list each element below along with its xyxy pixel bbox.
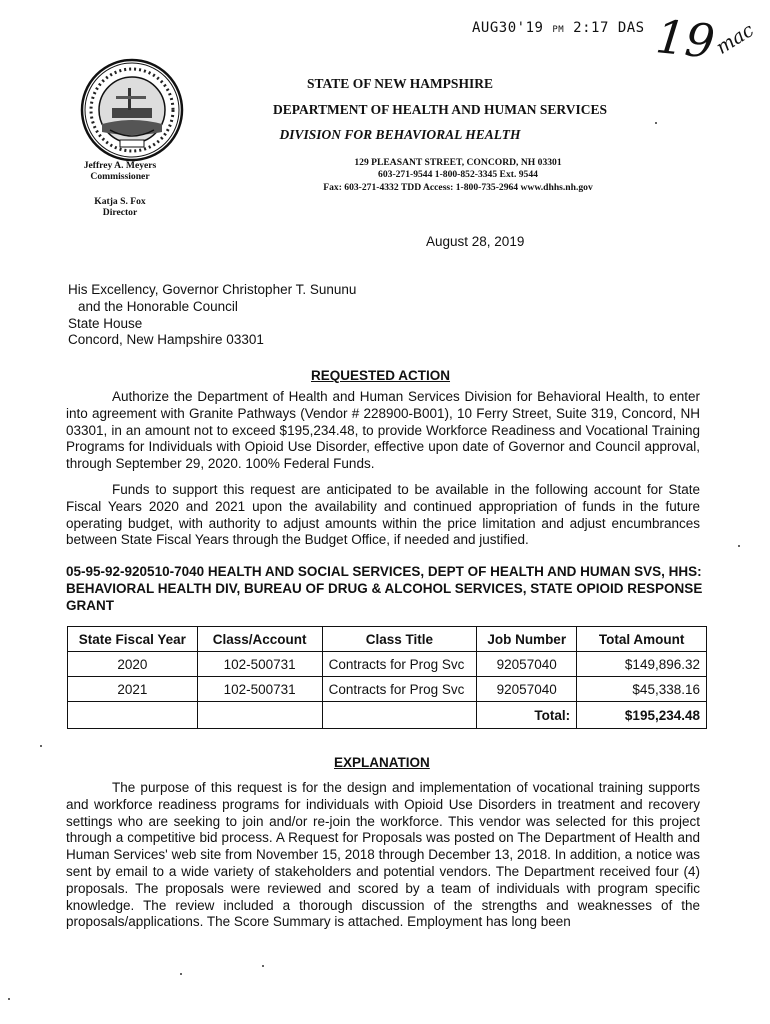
recipient-line-1: His Excellency, Governor Christopher T. Sununu — [68, 282, 357, 297]
table-cell: 92057040 — [477, 677, 577, 702]
scan-speck — [180, 973, 182, 975]
recipient-address — [68, 282, 356, 349]
table-cell: 2020 — [68, 652, 198, 677]
table-header-row — [68, 627, 707, 652]
table-cell: Contracts for Prog Svc — [322, 677, 477, 702]
table-cell: 102-500731 — [197, 677, 322, 702]
director-block — [40, 196, 200, 218]
handwritten-number: 19 — [653, 9, 718, 69]
requested-action-heading: REQUESTED ACTION — [311, 368, 451, 383]
table-cell: $45,338.16 — [577, 677, 707, 702]
funding-paragraph: Funds to support this request are anticipated to be available in the following account for State Fiscal Years 2020 and 2021 upon the availability and continued appropriation of funds in the future operating budget, with authority to adjust amounts within the price limitation and adjust encumbrances between State Fiscal Years through the Budget Office, if needed and justified. — [66, 482, 700, 548]
account-line: 05-95-92-920510-7040 HEALTH AND SOCIAL SERVICES, DEPT OF HEALTH AND HUMAN SVS, HHS: BEHAVIORAL HEALTH DIV, BUREAU OF DRUG & ALCOHOL SERVICES, STATE OPIOID RESPONSE GRANT — [66, 564, 703, 613]
letterhead-department: DEPARTMENT OF HEALTH AND HUMAN SERVICES — [273, 102, 607, 117]
commissioner-title: Commissioner — [90, 171, 150, 182]
requested-action-paragraph: Authorize the Department of Health and Human Services Division for Behavioral Health, to enter into agreement with Granite Pathways (Vendor # 228900-B001), 10 Ferry Street, Suite 319, Concord, NH 03301, in an amount not to exceed $195,234.48, to provide Workforce Readiness and Vocational Training Programs for Individuals with Opioid Use Disorder, effective upon date of Governor and Council approval, through September 29, 2020. 100% Federal Funds. — [66, 389, 700, 472]
table-cell: $149,896.32 — [577, 652, 707, 677]
letterhead-division: DIVISION FOR BEHAVIORAL HEALTH — [279, 127, 521, 142]
recipient-line-3: State House — [68, 315, 143, 331]
scan-speck — [262, 965, 264, 967]
handwritten-initials: mac — [712, 19, 758, 59]
explanation-paragraph: The purpose of this request is for the design and implementation of vocational training supports and workforce readiness programs for individuals with Opioid Use Disorders in treatment and recovery settings who are seeking to join and/or re-join the workforce. This vendor was selected for this project through a competitive bid process. A Request for Proposals was posted on The Department of Health and Human Services' web site from November 15, 2018 through December 13, 2018. In addition, a notice was sent by email to a wide variety of stakeholders and potential vendors. The Department received four (4) proposals. The proposals were reviewed and scored by a team of individuals with program specific knowledge. The review included a thorough discussion of the strengths and weaknesses of the proposals/applications. The Score Summary is attached. Employment has long been — [66, 780, 700, 930]
received-stamp — [472, 20, 645, 36]
scan-speck — [40, 745, 42, 747]
recipient-line-2: and the Honorable Council — [78, 298, 238, 314]
director-title: Director — [102, 207, 138, 218]
column-header: State Fiscal Year — [68, 627, 198, 652]
letterhead-fax: Fax: 603-271-4332 TDD Access: 1-800-735-2964 www.dhhs.nh.gov — [323, 182, 593, 193]
letterhead-address: 129 PLEASANT STREET, CONCORD, NH 03301 — [354, 157, 562, 168]
stamp-ampm: PM — [552, 25, 565, 35]
column-header: Class Title — [322, 627, 477, 652]
funding-table — [67, 626, 707, 729]
table-cell-empty — [197, 702, 322, 729]
table-cell-empty — [68, 702, 198, 729]
scan-speck — [655, 122, 657, 124]
table-row — [68, 677, 707, 702]
stamp-date: AUG30'19 — [472, 20, 544, 36]
recipient-line-4: Concord, New Hampshire 03301 — [68, 332, 264, 348]
letterhead-state: STATE OF NEW HAMPSHIRE — [307, 76, 493, 91]
table-cell: Contracts for Prog Svc — [322, 652, 477, 677]
column-header: Class/Account — [197, 627, 322, 652]
total-value: $195,234.48 — [577, 702, 707, 729]
stamp-initials: DAS — [617, 20, 645, 36]
letterhead-phones: 603-271-9544 1-800-852-3345 Ext. 9544 — [378, 169, 538, 180]
table-total-row — [68, 702, 707, 729]
director-name: Katja S. Fox — [94, 196, 146, 207]
scan-speck — [738, 545, 740, 547]
stamp-time: 2:17 — [573, 20, 609, 36]
column-header: Total Amount — [577, 627, 707, 652]
table-cell: 2021 — [68, 677, 198, 702]
state-seal-icon — [80, 58, 184, 162]
scan-speck — [8, 998, 10, 1000]
letter-date: August 28, 2019 — [426, 234, 525, 249]
total-label: Total: — [477, 702, 577, 729]
column-header: Job Number — [477, 627, 577, 652]
explanation-heading: EXPLANATION — [334, 755, 430, 770]
table-cell: 92057040 — [477, 652, 577, 677]
table-row — [68, 652, 707, 677]
table-cell: 102-500731 — [197, 652, 322, 677]
table-cell-empty — [322, 702, 477, 729]
commissioner-block — [40, 160, 200, 182]
commissioner-name: Jeffrey A. Meyers — [83, 160, 157, 171]
